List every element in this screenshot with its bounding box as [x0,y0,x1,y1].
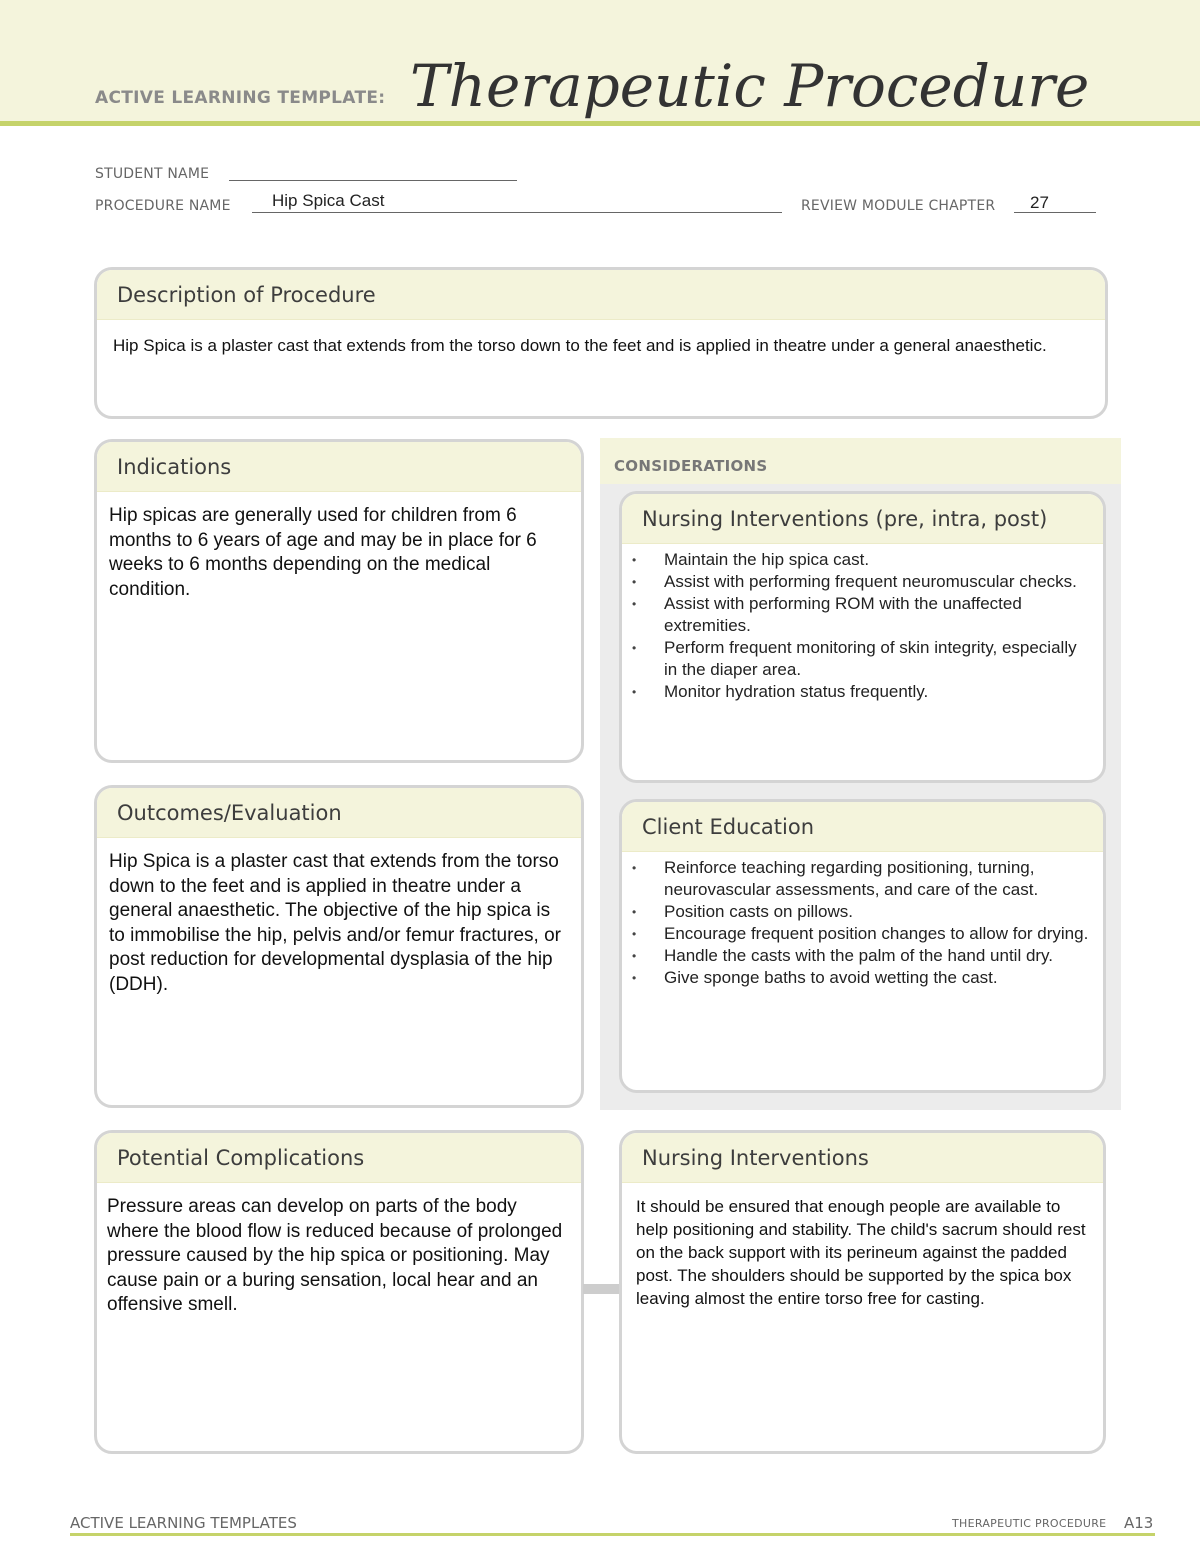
bullet-icon: • [632,905,637,919]
bullet-icon: • [632,927,637,941]
description-header [97,270,1105,320]
client-education-list [632,857,1089,989]
nursing-pre-intra-post-header [622,494,1103,544]
page-title: Therapeutic Procedure [410,52,1090,120]
bullet-icon: • [632,685,637,699]
procedure-name-line [252,212,782,213]
nursing-interventions-header [622,1133,1103,1183]
bullet-icon: • [632,949,637,963]
list-item: • Perform frequent monitoring of skin integrity, especially in the diaper area. [632,638,1077,679]
review-module-field[interactable]: 27 [1030,193,1049,212]
indications-title: Indications [117,454,232,479]
bullet-icon: • [632,971,637,985]
outcomes-header [97,788,581,838]
outcomes-title: Outcomes/Evaluation [117,800,342,825]
list-item: • Reinforce teaching regarding positioning, turning, neurovascular assessments, and care of the cast. [632,858,1039,899]
client-education-title: Client Education [642,814,815,839]
outcomes-box [94,785,584,1108]
list-item: • Encourage frequent position changes to allow for drying. [632,924,1089,943]
considerations-label: CONSIDERATIONS [614,457,768,475]
page-number: A13 [1124,1514,1154,1532]
complications-header [97,1133,581,1183]
footer-right-text: THERAPEUTIC PROCEDURE [952,1517,1107,1530]
procedure-name-field[interactable]: Hip Spica Cast [272,191,385,210]
footer-left-text: ACTIVE LEARNING TEMPLATES [70,1514,297,1532]
outcomes-text: Hip Spica is a plaster cast that extends from the torso down to the feet and is applied in theatre under a general anaesthetic. The objective of the hip spica is to immobilise the hip, pelvis and/or femur fractures, or post reduction for developmental dysplasia of the hip (DDH). [109,851,561,995]
nursing-interventions-box [619,1130,1106,1454]
client-education-box [619,799,1106,1093]
connector-bar [583,1284,621,1294]
description-box [94,267,1108,419]
template-label: ACTIVE LEARNING TEMPLATE: [95,88,386,108]
procedure-name-label: PROCEDURE NAME [95,198,231,214]
indications-text: Hip spicas are generally used for children from 6 months to 6 years of age and may be in place for 6 weeks to 6 months depending on the medical condition. [109,505,537,600]
review-module-line [1014,212,1096,213]
list-item: • Give sponge baths to avoid wetting the cast. [632,968,998,987]
indications-box [94,439,584,763]
list-item: • Assist with performing frequent neuromuscular checks. [632,572,1077,591]
list-item: • Handle the casts with the palm of the hand until dry. [632,946,1054,965]
list-item: • Maintain the hip spica cast. [632,550,870,569]
bullet-icon: • [632,641,637,655]
client-education-header [622,802,1103,852]
bullet-icon: • [632,553,637,567]
nursing-pre-intra-post-list [632,549,1089,703]
nursing-pre-intra-post-title: Nursing Interventions (pre, intra, post) [642,506,1048,531]
review-module-label: REVIEW MODULE CHAPTER [801,198,996,214]
bullet-icon: • [632,861,637,875]
indications-header [97,442,581,492]
complications-box [94,1130,584,1454]
bullet-icon: • [632,575,637,589]
footer-accent-line [70,1533,1155,1536]
description-text: Hip Spica is a plaster cast that extends from the torso down to the feet and is applied in theatre under a general anaesthetic. [113,336,1047,355]
nursing-interventions-title: Nursing Interventions [642,1145,869,1170]
student-name-line [229,180,517,181]
header-accent-line [0,121,1200,126]
list-item: • Position casts on pillows. [632,902,853,921]
complications-text: Pressure areas can develop on parts of the body where the blood flow is reduced because of prolonged pressure caused by the hip spica or positioning. May cause pain or a buring sensation, local hear and an offensive smell. [107,1196,563,1315]
description-title: Description of Procedure [117,282,376,307]
nursing-pre-intra-post-box [619,491,1106,783]
list-item: • Assist with performing ROM with the unaffected extremities. [632,594,1022,635]
bullet-icon: • [632,597,637,611]
complications-title: Potential Complications [117,1145,365,1170]
nursing-interventions-text: It should be ensured that enough people are available to help positioning and stability. The child's sacrum should rest on the back support with its perineum against the padded post. The shoulders should be supported by the spica box leaving almost the entire torso free for casting. [636,1197,1086,1308]
list-item: • Monitor hydration status frequently. [632,682,929,701]
student-name-label: STUDENT NAME [95,166,210,182]
